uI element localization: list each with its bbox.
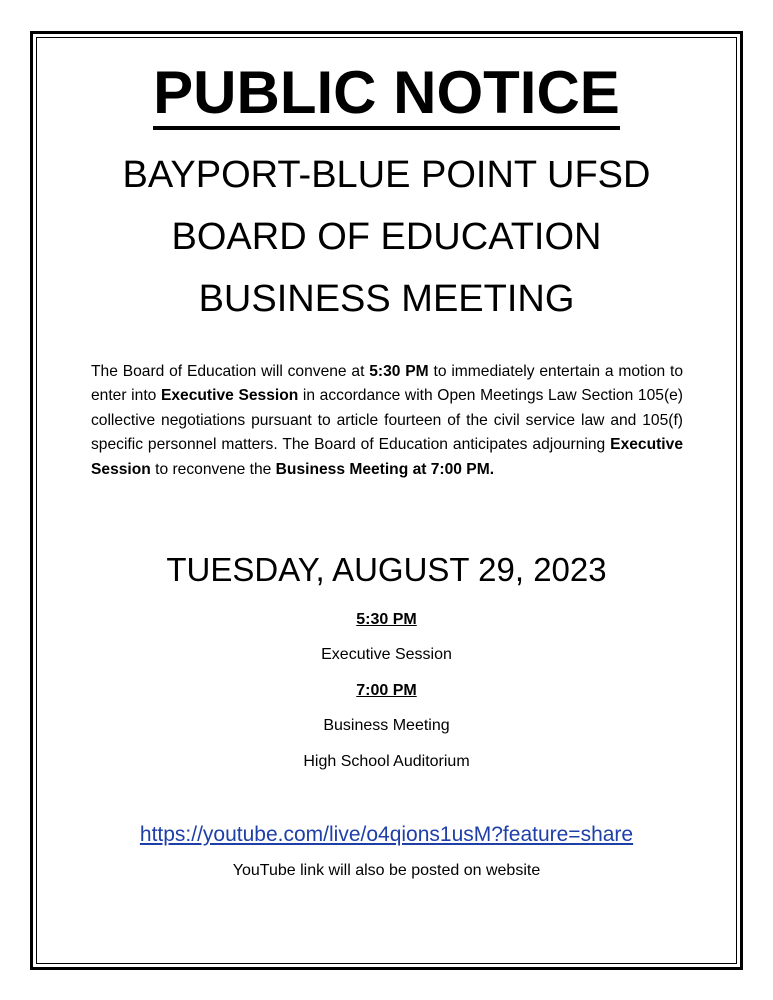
body-bold-4: Business Meeting at 7:00 PM. [275,460,495,478]
notice-paragraph [91,360,683,482]
schedule-event-2: Business Meeting [323,717,450,734]
meeting-date: TUESDAY, AUGUST 29, 2023 [166,551,607,588]
body-text-1: The Board of Education will convene at [91,363,370,380]
body-text-3: in accordance with Open Meetings Law Section 105(e) collective negotiations pursuant to article fourteen of the civil service law and 105(f) specific personnel matters. The Board of Education anticipates adjourning [91,387,683,454]
youtube-link[interactable]: https://youtube.com/live/o4qions1usM?feature=share [139,823,634,846]
body-bold-3: Executive Session [91,436,683,478]
board-name: BOARD OF EDUCATION [171,216,602,258]
schedule-time-2: 7:00 PM [356,682,417,699]
body-text-4: to reconvene the [150,460,276,478]
body-bold-1: 5:30 PM [369,363,429,380]
schedule-event-1: Executive Session [321,646,452,663]
notice-title-text: PUBLIC NOTICE [153,59,620,130]
meeting-type: BUSINESS MEETING [198,278,575,320]
notice-title [0,58,773,128]
body-text-2: to immediately entertain a motion to enter into [91,363,684,405]
schedule-location: High School Auditorium [303,753,470,770]
schedule-time-1: 5:30 PM [356,611,417,628]
body-bold-2: Executive Session [160,387,299,405]
footer-note: YouTube link will also be posted on website [232,862,541,879]
district-name: BAYPORT-BLUE POINT UFSD [122,154,651,196]
